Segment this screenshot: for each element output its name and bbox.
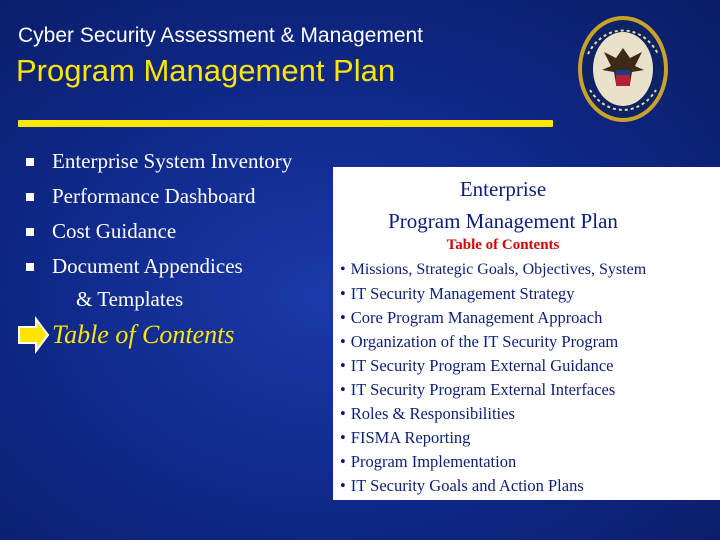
bullet-item: Document Appendices [24,253,292,288]
toc-item: • IT Security Management Strategy [340,284,575,303]
toc-list [340,260,646,500]
panel-toc-heading: Table of Contents [446,237,560,253]
bullet-item: Enterprise System Inventory [24,148,292,183]
toc-item: • Core Program Management Approach [340,308,603,327]
bullet-item: Performance Dashboard [24,183,292,218]
toc-panel [333,167,720,500]
slide-title: Program Management Plan [16,53,396,88]
panel-title-line1: Enterprise [459,177,547,201]
slide-subtitle: Cyber Security Assessment & Management [18,24,424,47]
toc-item: • IT Security Goals and Action Plans [340,476,584,495]
arrow-pointer-icon [16,315,50,355]
square-bullet-icon [26,263,34,271]
toc-item: • Roles & Responsibilities [340,404,515,423]
bullet-continuation: & Templates [76,287,184,311]
doj-seal-icon [576,14,670,124]
square-bullet-icon [26,158,34,166]
toc-item: • FISMA Reporting [340,428,471,447]
toc-item: • IT Security Program External Guidance [340,356,614,375]
panel-title-line2: Program Management Plan [388,209,618,233]
bullet-item: Cost Guidance [24,218,292,253]
toc-item: • Missions, Strategic Goals, Objectives, System [340,261,647,278]
toc-item: • Program Implementation [340,452,517,471]
toc-item: • IT Security Program External Interfaces [340,380,616,399]
toc-item: • Organization of the IT Security Program [340,332,619,351]
square-bullet-icon [26,228,34,236]
current-item-label: Table of Contents [52,320,235,349]
bullet-list [24,148,292,288]
title-underline [18,120,553,127]
square-bullet-icon [26,193,34,201]
